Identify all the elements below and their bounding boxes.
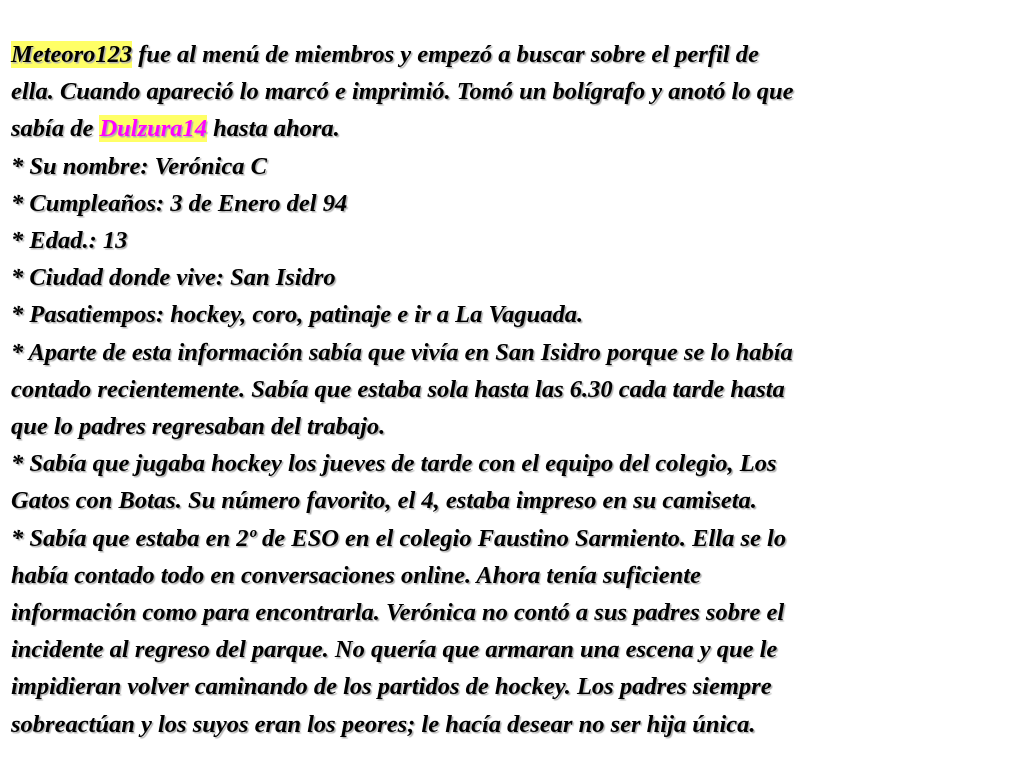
paragraph-1-line-2: contado recientemente. Sabía que estaba sola hasta las 6.30 cada tarde hasta [11, 375, 785, 403]
fact-city: * Ciudad donde vive: San Isidro [11, 264, 336, 292]
paragraph-1-line-1: * Aparte de esta información sabía que vivía en San Isidro porque se lo había [11, 338, 793, 366]
paragraph-3-line-2: había contado todo en conversaciones online. Ahora tenía suficiente [11, 561, 701, 589]
paragraph-2-line-1: * Sabía que jugaba hockey los jueves de tarde con el equipo del colegio, Los [11, 450, 777, 478]
paragraph-3-line-1: * Sabía que estaba en 2º de ESO en el colegio Faustino Sarmiento. Ella se lo [11, 524, 787, 552]
paragraph-3-line-3: información como para encontrarla. Verónica no contó a sus padres sobre el [11, 599, 785, 627]
username-dulzura14: Dulzura14 [99, 115, 208, 143]
username-meteoro123: Meteoro123 [11, 41, 133, 68]
fact-name: * Su nombre: Verónica C [11, 152, 267, 180]
fact-birthday: * Cumpleaños: 3 de Enero del 94 [11, 189, 348, 217]
intro-line-3-pre: sabía de [11, 115, 100, 143]
intro-line-1 [11, 36, 1016, 73]
fact-hobbies: * Pasatiempos: hockey, coro, patinaje e ir a La Vaguada. [11, 301, 584, 329]
paragraph-3-line-5: impidieran volver caminando de los partidos de hockey. Los padres siempre [11, 673, 772, 701]
paragraph-2-line-2: Gatos con Botas. Su número favorito, el 4, estaba impreso en su camiseta. [11, 487, 757, 515]
slide-text-body [11, 36, 1016, 743]
intro-line-3 [11, 110, 1016, 147]
paragraph-3-line-4: incidente al regreso del parque. No quería que armaran una escena y que le [11, 636, 778, 664]
paragraph-1-line-3: que lo padres regresaban del trabajo. [11, 413, 386, 441]
paragraph-3-line-6: sobreactúan y los suyos eran los peores; le hacía desear no ser hija única. [11, 710, 756, 738]
intro-line-3-post: hasta ahora. [207, 115, 340, 143]
fact-age: * Edad.: 13 [11, 227, 128, 255]
intro-line-1-text: fue al menú de miembros y empezó a buscar sobre el perfil de [132, 41, 759, 68]
intro-line-2: ella. Cuando apareció lo marcó e imprimió. Tomó un bolígrafo y anotó lo que [11, 78, 794, 106]
